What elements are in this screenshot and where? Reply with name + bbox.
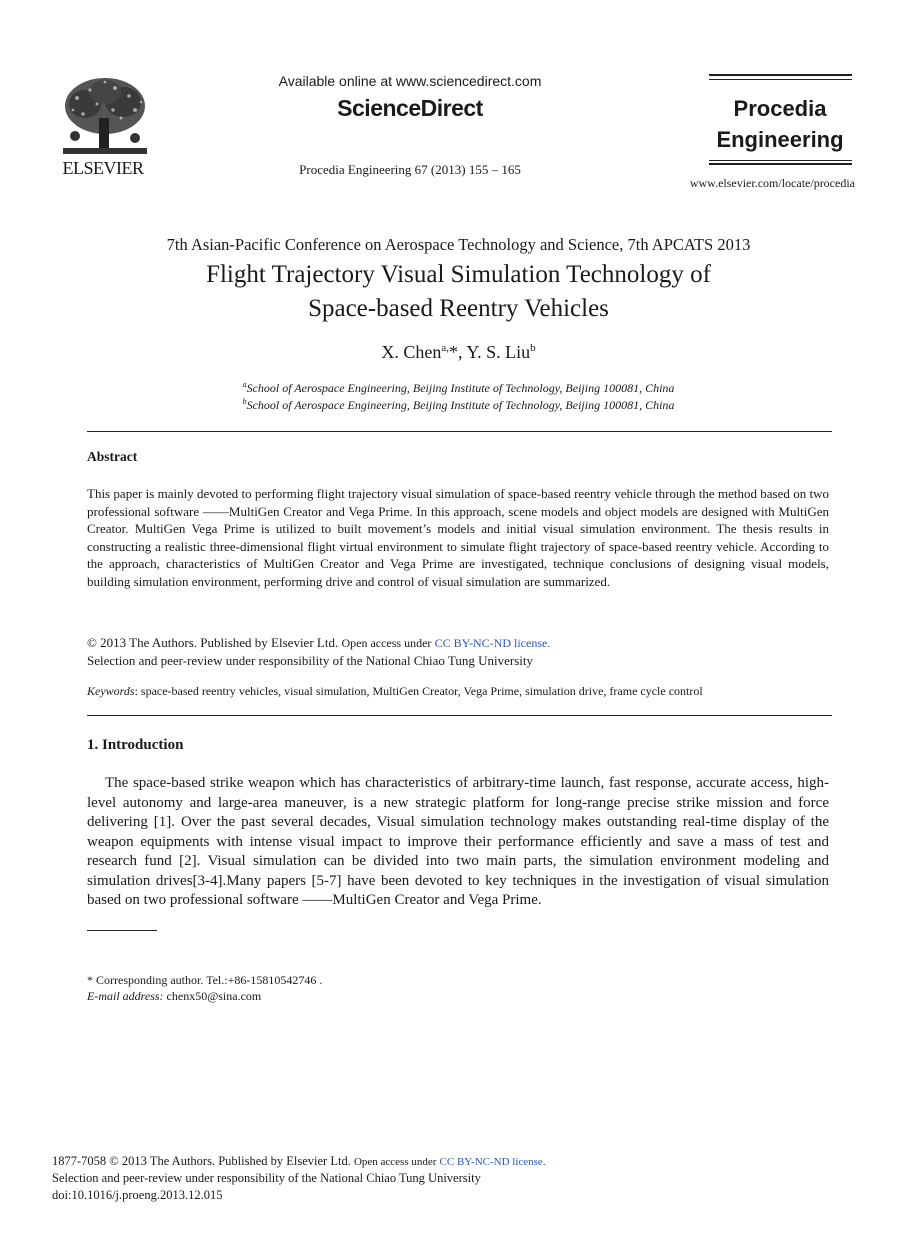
author-name: Y. S. Liu <box>466 342 531 362</box>
corresponding-author-note: * Corresponding author. Tel.:+86-15810542746 . <box>87 973 323 987</box>
paper-title-line: Space-based Reentry Vehicles <box>308 295 609 322</box>
paper-title <box>60 258 857 326</box>
sciencedirect-brand: ScienceDirect <box>337 95 483 121</box>
footer-review: Selection and peer-review under responsibility of the National Chiao Tung University <box>52 1171 481 1185</box>
journal-rule <box>709 79 852 80</box>
paper-title-line: Flight Trajectory Visual Simulation Technology of <box>206 261 711 288</box>
journal-name-line: Procedia <box>733 96 827 121</box>
author-superscript: b <box>530 342 536 354</box>
email-address: chenx50@sina.com <box>163 989 262 1003</box>
footer-doi[interactable]: doi:10.1016/j.proeng.2013.12.015 <box>52 1188 223 1202</box>
available-online-text: Available online at www.sciencedirect.com <box>278 73 542 89</box>
abstract-body: This paper is mainly devoted to performing flight trajectory visual simulation of space-based reentry vehicle through the method based on two professional software ——MultiGen Creator and Vega Prime. In this approach, scene models and object models are designed with MultiGen Creator. MultiGen Vega Prime is utilized to built movement’s models and initial visual simulation environment. The thesis results in constructing a realistic three-dimensional flight virtual environment to simulate flight trajectory of space-based reentry vehicle. According to the approach, characteristics of MultiGen Creator and Vega Prime are investigated, technique conclusions of designing visual models, building simulation environment, performing drive and control of visual simulation are summarized. <box>87 486 829 589</box>
email-label: E-mail address: <box>87 989 164 1003</box>
license-link[interactable]: CC BY-NC-ND license. <box>434 636 551 650</box>
footer-issn-text: 1877-7058 © 2013 The Authors. Published by Elsevier Ltd. <box>52 1154 351 1168</box>
journal-citation: Procedia Engineering 67 (2013) 155 – 165 <box>299 162 521 177</box>
journal-name-line: Engineering <box>716 127 844 152</box>
keywords <box>87 684 829 699</box>
section-divider <box>87 715 832 716</box>
affiliation-text: School of Aerospace Engineering, Beijing Institute of Technology, Beijing 100081, China <box>246 381 675 395</box>
corresponding-mark: *, <box>449 342 467 362</box>
conference-name: 7th Asian-Pacific Conference on Aerospace Technology and Science, 7th APCATS 2013 <box>166 235 751 254</box>
copyright-notice <box>87 634 829 669</box>
footer-issn <box>52 1154 852 1169</box>
email-note <box>87 989 261 1004</box>
journal-rule <box>709 74 852 76</box>
journal-rule <box>709 160 852 161</box>
affiliation <box>60 397 857 413</box>
keywords-text: : space-based reentry vehicles, visual simulation, MultiGen Creator, Vega Prime, simulation drive, frame cycle control <box>134 684 703 698</box>
footnote-rule <box>87 930 157 931</box>
keywords-label: Keywords <box>87 684 135 698</box>
journal-url-link[interactable]: www.elsevier.com/locate/procedia <box>689 176 855 190</box>
introduction-heading: 1. Introduction <box>87 737 184 753</box>
publisher-name: ELSEVIER <box>62 158 144 178</box>
affiliation-marker: b <box>242 397 247 406</box>
journal-rule <box>709 163 852 165</box>
footer-open-access: Open access under <box>353 1156 437 1168</box>
abstract-heading: Abstract <box>87 449 138 464</box>
copyright-text: © 2013 The Authors. Published by Elsevier Ltd. <box>87 635 339 650</box>
author-list <box>60 342 857 363</box>
introduction-body: The space-based strike weapon which has characteristics of arbitrary-time launch, fast response, accurate access, high-level autonomy and large-area maneuver, is a new strategic platform for long-range precise strike mission and force delivering [1]. Over the past several decades, Visual simulation technology makes outstanding real-time display of the weapon equipments with intense visual impact to improve their performance efficiently and save a mass of test and research fund [2]. Visual simulation can be divided into two main parts, the simulation environment modeling and simulation drives[3-4].Many papers [5-7] have been devoted to key techniques in the investigation of visual simulation based on two professional software ——MultiGen Creator and Vega Prime. <box>87 775 829 908</box>
affiliation-marker: a <box>242 380 247 389</box>
affiliation-text: School of Aerospace Engineering, Beijing Institute of Technology, Beijing 100081, China <box>246 398 675 412</box>
affiliation <box>60 380 857 396</box>
author-superscript: a, <box>441 342 450 354</box>
author-name: X. Chen <box>381 342 442 362</box>
peer-review-text: Selection and peer-review under responsibility of the National Chiao Tung University <box>87 653 533 668</box>
section-divider <box>87 431 832 432</box>
footer-license-link[interactable]: CC BY-NC-ND license. <box>439 1156 546 1168</box>
open-access-text: Open access under <box>341 636 432 650</box>
journal-name <box>700 93 860 155</box>
